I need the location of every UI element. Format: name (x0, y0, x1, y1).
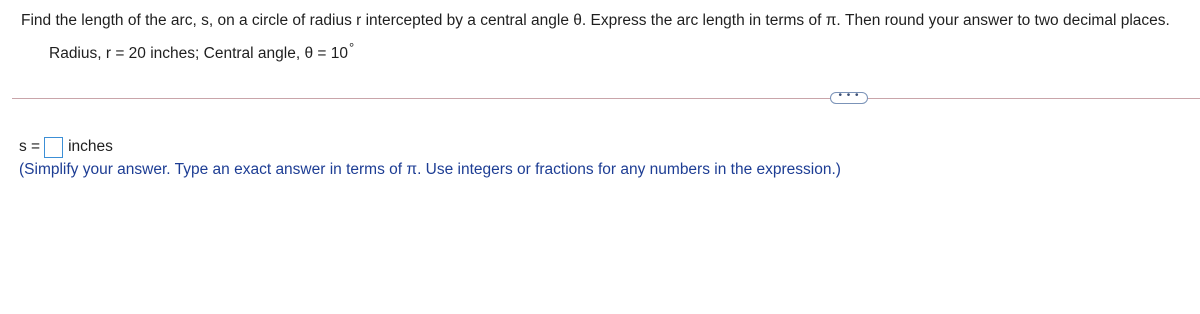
section-divider (12, 98, 1200, 99)
question-text: Find the length of the arc, s, on a circle of radius r intercepted by a central angle θ. Express the arc length in terms of π. Then round your answer to two decimal places. (21, 12, 1170, 29)
answer-unit-label: inches (68, 138, 113, 155)
given-values (49, 40, 355, 63)
answer-input[interactable] (44, 137, 63, 158)
answer-row (19, 136, 113, 158)
given-text: Radius, r = 20 inches; Central angle, θ = 10 (49, 45, 348, 62)
ellipsis-icon: • • • (838, 90, 860, 101)
answer-instructions: (Simplify your answer. Type an exact answer in terms of π. Use integers or fractions for any numbers in the expression.) (19, 161, 841, 178)
degree-symbol: ° (349, 40, 355, 55)
more-options-button[interactable] (830, 92, 868, 104)
answer-variable-label: s = (19, 138, 41, 155)
